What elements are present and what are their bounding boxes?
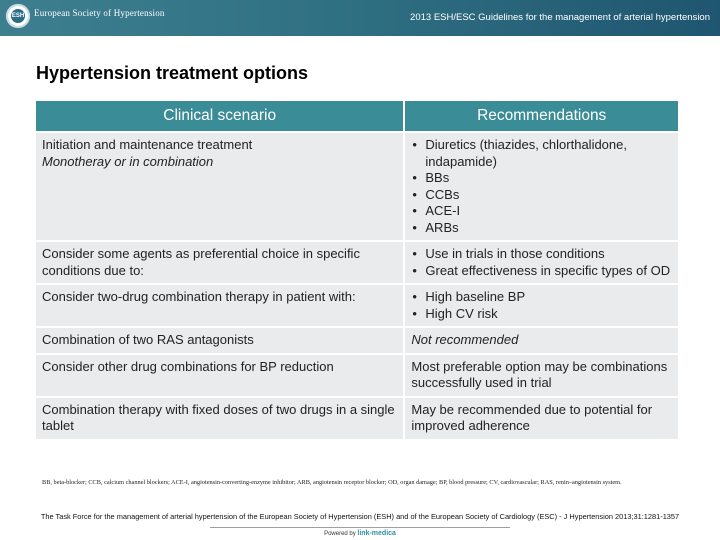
header-recommendations: Recommendations <box>405 101 678 131</box>
recommendation-cell <box>405 355 678 396</box>
recommendation-list <box>411 137 672 236</box>
scenario-cell <box>36 242 403 283</box>
table-header-row <box>36 101 678 131</box>
powered-label: Powered by <box>324 531 356 537</box>
scenario-subtext: Monotheray or in combination <box>42 153 214 169</box>
table-row <box>36 355 678 396</box>
list-item: • Great effectiveness in specific types of OD <box>425 263 672 280</box>
recommendation-cell <box>405 398 678 439</box>
brand-logo: link-medica <box>357 530 396 537</box>
scenario-cell <box>36 398 403 439</box>
abbreviations-footnote: BB, beta-blocker; CCB, calcium channel blockers; ACE-I, angiotensin-converting-enzyme inhibitor; ARB, angiotensin receptor blocker; OD, organ damage; BP, blood pressure; CV, cardiovascular; RAS, renin–angiotensin system. <box>42 479 622 486</box>
scenario-cell <box>36 328 403 353</box>
list-item: • High CV risk <box>425 306 672 323</box>
header-bar <box>0 0 720 36</box>
list-item: • CCBs <box>425 187 672 204</box>
logo-mark: ESH <box>11 9 25 23</box>
table-row <box>36 285 678 326</box>
recommendation-text: Not recommended <box>411 332 519 347</box>
scenario-text: Combination of two RAS antagonists <box>42 332 254 347</box>
recommendation-cell <box>405 133 678 240</box>
guideline-title: 2013 ESH/ESC Guidelines for the management of arterial hypertension <box>410 12 710 23</box>
scenario-text: Consider two-drug combination therapy in patient with: <box>42 289 356 304</box>
list-item: • High baseline BP <box>425 289 672 306</box>
list-item: • Diuretics (thiazides, chlorthalidone, indapamide) <box>425 137 672 170</box>
divider <box>210 527 510 528</box>
table-row <box>36 242 678 283</box>
recommendation-text: May be recommended due to potential for improved adherence <box>411 401 653 433</box>
powered-by <box>0 530 720 537</box>
recommendation-cell <box>405 242 678 283</box>
table-row <box>36 328 678 353</box>
scenario-text: Consider some agents as preferential choice in specific conditions due to: <box>42 246 360 278</box>
scenario-cell <box>36 133 403 240</box>
list-item: • ACE-I <box>425 203 672 220</box>
list-item: • ARBs <box>425 220 672 237</box>
table-row <box>36 133 678 240</box>
recommendation-text: Most preferable option may be combinations successfully used in trial <box>411 358 668 390</box>
scenario-text: Initiation and maintenance treatment <box>42 137 253 152</box>
scenario-cell <box>36 285 403 326</box>
esh-logo-icon <box>6 4 30 28</box>
scenario-text: Combination therapy with fixed doses of two drugs in a single tablet <box>42 401 395 433</box>
scenario-cell <box>36 355 403 396</box>
table-row <box>36 398 678 439</box>
org-name: European Society of Hypertension <box>34 8 165 18</box>
scenario-text: Consider other drug combinations for BP reduction <box>42 358 334 374</box>
recommendation-cell <box>405 328 678 353</box>
recommendation-list <box>411 246 672 279</box>
list-item: • BBs <box>425 170 672 187</box>
citation: The Task Force for the management of arterial hypertension of the European Society of Hypertension (ESH) and of the European Society of Cardiology (ESC) - J Hypertension 2013;31:1281-1357 <box>40 512 680 521</box>
list-item: • Use in trials in those conditions <box>425 246 672 263</box>
recommendation-cell <box>405 285 678 326</box>
header-clinical-scenario: Clinical scenario <box>36 101 403 131</box>
recommendation-list <box>411 289 672 322</box>
page-title: Hypertension treatment options <box>36 63 309 83</box>
treatment-table <box>34 99 680 441</box>
